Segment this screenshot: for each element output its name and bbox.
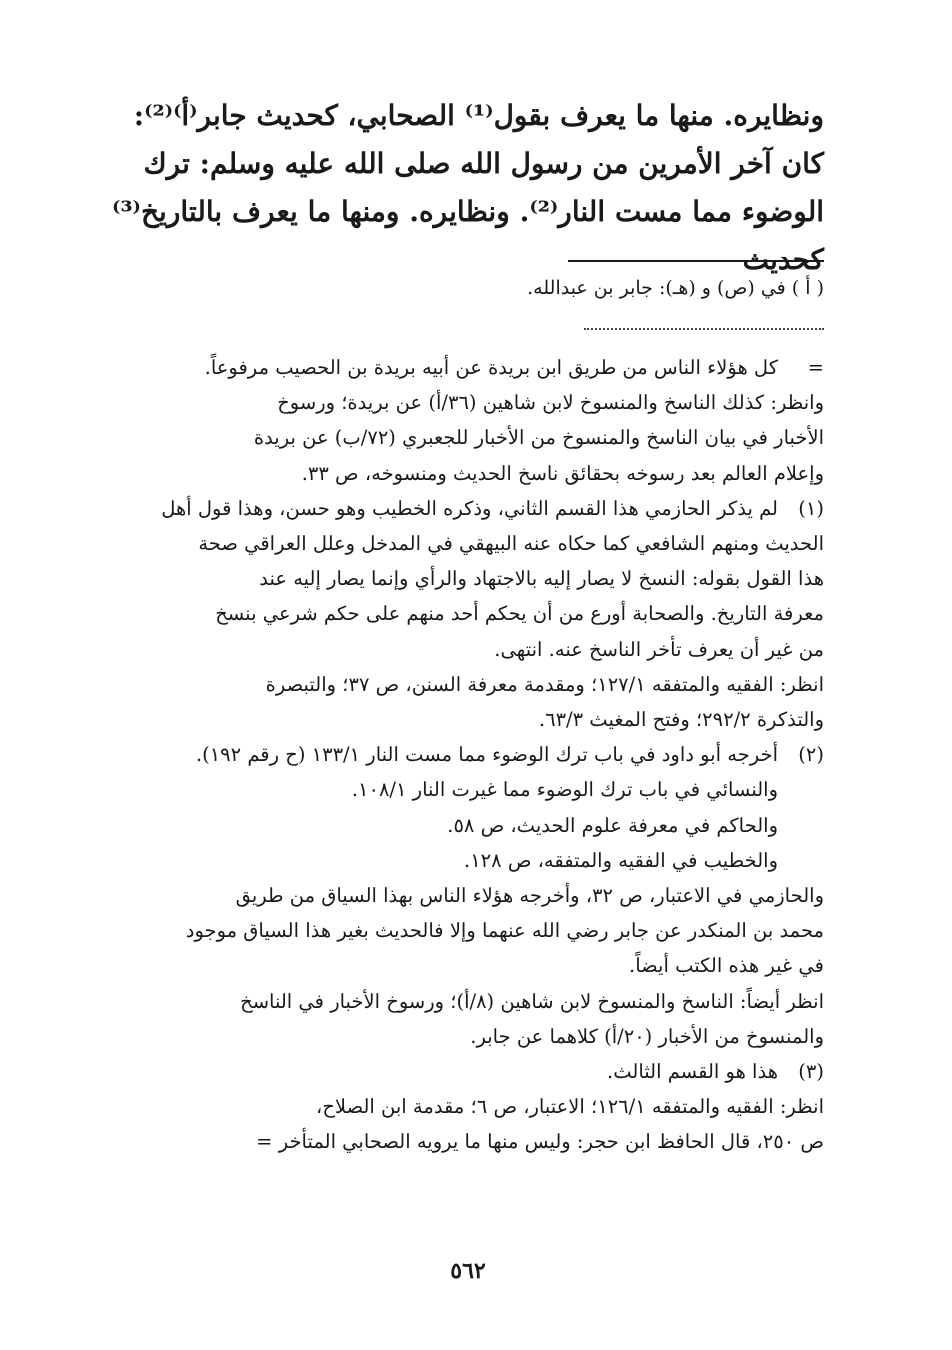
footnote-line: أخرجه أبو داود في باب ترك الوضوء مما مست النار ١٣٣/١ (ح رقم ١٩٢). — [195, 743, 778, 767]
footnote-line: هذا هو القسم الثالث. — [607, 1060, 778, 1084]
footnote-number: (١) — [798, 496, 824, 520]
main-text-line: كان آخر الأمرين من رسول الله صلى الله عليه وسلم: ترك — [143, 147, 824, 180]
footnote-1 — [112, 491, 824, 737]
dotted-separator — [584, 328, 824, 330]
footnote-line: كل هؤلاء الناس من طريق ابن بريدة عن أبيه بريدة بن الحصيب مرفوعاً. — [204, 356, 778, 379]
footnote-2 — [112, 737, 824, 1054]
footnote-line: الأخبار في بيان الناسخ والمنسوخ من الأخبار للجعبري (٧٢/ب) عن بريدة — [253, 426, 824, 450]
footnote-line: انظر: الفقيه والمتفقه ١٢٦/١؛ الاعتبار، ص ٦؛ مقدمة ابن الصلاح، — [316, 1095, 824, 1119]
editorial-note: ( أ ) في (ص) و (هـ): جابر بن عبدالله. — [527, 277, 824, 299]
book-page — [112, 92, 824, 1292]
footnote-line: والحازمي في الاعتبار، ص ٣٢، وأخرجه هؤلاء الناس بهذا السياق من طريق — [235, 884, 824, 908]
footnote-line: وإعلام العالم بعد رسوخه بحقائق ناسخ الحديث ومنسوخه، ص ٣٣. — [301, 461, 824, 485]
footnote-line: ص ٢٥٠، قال الحافظ ابن حجر: وليس منها ما يرويه الصحابي المتأخر = — [256, 1130, 824, 1154]
continuation-marker: = — [807, 356, 824, 379]
footnote-line: وانظر: كذلك الناسخ والمنسوخ لابن شاهين (٣٦/أ) عن بريدة؛ ورسوخ — [277, 391, 824, 415]
footnote-line: معرفة التاريخ. والصحابة أورع من أن يحكم أحد منهم على حكم شرعي بنسخ — [215, 602, 824, 626]
footnotes — [112, 350, 824, 1160]
footnote-line: والحاكم في معرفة علوم الحديث، ص ٥٨. — [447, 813, 778, 837]
footnote-line: انظر: الفقيه والمتفقه ١٢٧/١؛ ومقدمة معرفة السنن، ص ٣٧؛ والتبصرة — [265, 672, 824, 696]
footnote-line: لم يذكر الحازمي هذا القسم الثاني، وذكره الخطيب وهو حسن، وهذا قول أهل — [161, 496, 778, 520]
footnote-3 — [112, 1054, 824, 1160]
footnote-separator — [568, 260, 824, 262]
main-text-line: ونظايره. منها ما يعرف بقول⁽¹⁾ الصحابي، كحديث جابر⁽أ⁾⁽²⁾: — [133, 99, 824, 132]
footnote-line: في غير هذه الكتب أيضاً. — [629, 954, 824, 978]
footnote-continued — [112, 350, 824, 491]
footnote-line: هذا القول بقوله: النسخ لا يصار إليه بالاجتهاد والرأي وإنما يصار إليه عند — [259, 567, 824, 591]
footnote-line: من غير أن يعرف تأخر الناسخ عنه. انتهى. — [494, 637, 824, 661]
footnote-line: الحديث ومنهم الشافعي كما حكاه عنه البيهقي في المدخل وعلل العراقي صحة — [198, 532, 824, 556]
footnote-number: (٣) — [798, 1060, 824, 1084]
footnote-line: محمد بن المنكدر عن جابر رضي الله عنهما وإلا فالحديث بغير هذا السياق موجود — [185, 919, 824, 943]
footnote-line: والمنسوخ من الأخبار (٢٠/أ) كلاهما عن جابر. — [470, 1024, 824, 1048]
footnote-line: انظر أيضاً: الناسخ والمنسوخ لابن شاهين (٨/أ)؛ ورسوخ الأخبار في الناسخ — [240, 989, 824, 1013]
main-text — [112, 92, 824, 284]
main-text-line: الوضوء مما مست النار⁽²⁾. ونظايره. ومنها ما يعرف بالتاريخ⁽³⁾ كحديث — [112, 195, 825, 276]
footnote-line: والتذكرة ٢٩٢/٢؛ وفتح المغيث ٦٣/٣. — [538, 708, 824, 732]
footnote-number: (٢) — [798, 743, 824, 767]
page-number: ٥٦٢ — [450, 1258, 486, 1284]
footnote-line: والنسائي في باب ترك الوضوء مما غيرت النار ١٠٨/١. — [351, 778, 778, 802]
footnote-line: والخطيب في الفقيه والمتفقه، ص ١٢٨. — [464, 848, 778, 872]
